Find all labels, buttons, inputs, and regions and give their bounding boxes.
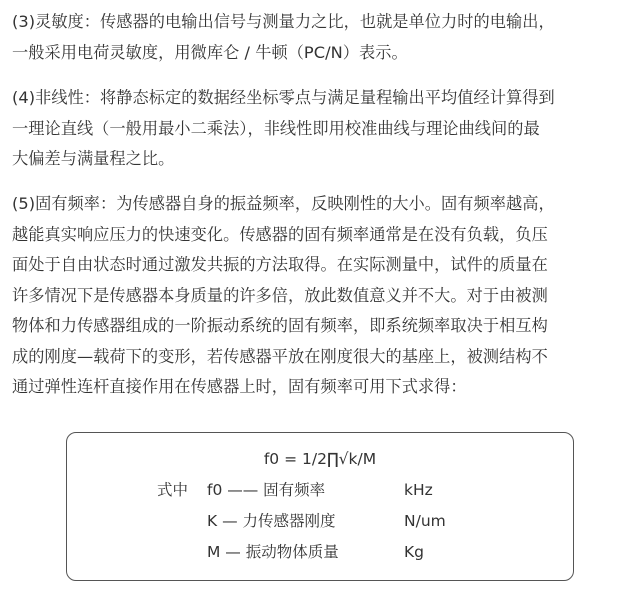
paragraph-line: 一理论直线（一般用最小二乘法），非线性即用校准曲线与理论曲线间的最	[12, 118, 540, 138]
definition-term: f0 —— 固有频率	[207, 481, 326, 499]
paragraph-line: 许多情况下是传感器本身质量的许多倍，放此数值意义并不大。对于由被测	[12, 285, 548, 305]
definition-term: K — 力传感器刚度	[207, 512, 336, 530]
definition-unit: N/um	[404, 512, 446, 530]
paragraph-nonlinearity	[12, 83, 618, 175]
formula-prefix: 式中	[157, 481, 189, 499]
paragraph-line: 越能真实响应压力的快速变化。传感器的固有频率通常是在没有负载，负压	[12, 224, 548, 244]
paragraph-line: 一般采用电荷灵敏度，用微库仑 / 牛顿（PC/N）表示。	[12, 42, 408, 62]
paragraph-line: 物体和力传感器组成的一阶振动系统的固有频率，即系统频率取决于相互构	[12, 316, 548, 335]
paragraph-line: (3)灵敏度：传感器的电输出信号与测量力之比，也就是单位力时的电输出，	[12, 12, 555, 31]
paragraph-line: (5)固有频率：为传感器自身的振益频率，反映刚性的大小。固有频率越高，	[12, 194, 555, 213]
paragraph-sensitivity	[12, 7, 618, 68]
formula-box	[66, 432, 574, 581]
formula-equation: f0 = 1/2∏√k/M	[263, 450, 377, 468]
paragraph-line: 通过弹性连杆直接作用在传感器上时，固有频率可用下式求得：	[12, 377, 467, 396]
paragraph-line: 成的刚度—载荷下的变形，若传感器平放在刚度很大的基座上，被测结构不	[12, 346, 548, 366]
definition-term: M — 振动物体质量	[207, 543, 339, 561]
paragraph-line: 大偏差与满量程之比。	[12, 149, 175, 168]
paragraph-natural-frequency	[12, 189, 618, 403]
paragraph-line: 面处于自由状态时通过激发共振的方法取得。在实际测量中，试件的质量在	[12, 255, 548, 274]
definition-unit: Kg	[404, 543, 425, 561]
definition-unit: kHz	[404, 481, 433, 499]
paragraph-line: (4)非线性：将静态标定的数据经坐标零点与满足量程输出平均值经计算得到	[12, 88, 555, 107]
